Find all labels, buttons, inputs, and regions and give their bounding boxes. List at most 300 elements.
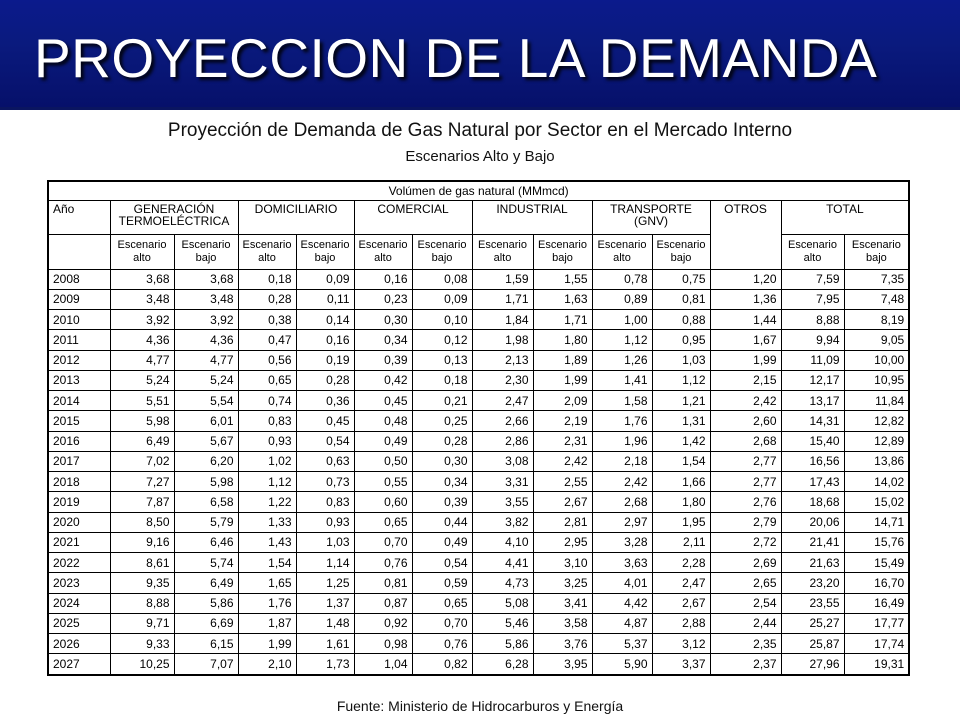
value-cell: 7,35 xyxy=(844,269,909,289)
scenario-alto-header: Escenario alto xyxy=(354,234,412,269)
value-cell: 0,21 xyxy=(412,391,472,411)
blank-cell xyxy=(710,234,781,269)
value-cell: 0,49 xyxy=(354,431,412,451)
value-cell: 3,55 xyxy=(472,492,533,512)
value-cell: 0,92 xyxy=(354,613,412,633)
value-cell: 0,65 xyxy=(238,370,296,390)
value-cell: 1,59 xyxy=(472,269,533,289)
value-cell: 1,66 xyxy=(652,472,710,492)
value-cell: 2,54 xyxy=(710,593,781,613)
value-cell: 9,05 xyxy=(844,330,909,350)
value-cell: 3,92 xyxy=(110,310,174,330)
value-cell: 7,27 xyxy=(110,472,174,492)
value-cell: 11,09 xyxy=(781,350,844,370)
table-row xyxy=(48,269,909,289)
year-cell: 2019 xyxy=(48,492,110,512)
value-cell: 1,12 xyxy=(652,370,710,390)
value-cell: 2,37 xyxy=(710,654,781,675)
value-cell: 5,90 xyxy=(592,654,652,675)
value-cell: 6,01 xyxy=(174,411,238,431)
value-cell: 1,04 xyxy=(354,654,412,675)
year-cell: 2021 xyxy=(48,532,110,552)
value-cell: 2,69 xyxy=(710,553,781,573)
value-cell: 7,87 xyxy=(110,492,174,512)
value-cell: 2,88 xyxy=(652,613,710,633)
value-cell: 5,46 xyxy=(472,613,533,633)
value-cell: 3,37 xyxy=(652,654,710,675)
table-heading: Proyección de Demanda de Gas Natural por Sector en el Mercado Interno xyxy=(167,120,793,141)
value-cell: 0,49 xyxy=(412,532,472,552)
value-cell: 12,17 xyxy=(781,370,844,390)
value-cell: 2,79 xyxy=(710,512,781,532)
value-cell: 1,84 xyxy=(472,310,533,330)
value-cell: 0,18 xyxy=(238,269,296,289)
value-cell: 2,15 xyxy=(710,370,781,390)
value-cell: 0,59 xyxy=(412,573,472,593)
scenario-bajo-header: Escenario bajo xyxy=(652,234,710,269)
value-cell: 15,02 xyxy=(844,492,909,512)
value-cell: 1,20 xyxy=(710,269,781,289)
value-cell: 0,18 xyxy=(412,370,472,390)
value-cell: 19,31 xyxy=(844,654,909,675)
value-cell: 5,37 xyxy=(592,634,652,654)
value-cell: 2,77 xyxy=(710,472,781,492)
table-row xyxy=(48,634,909,654)
value-cell: 6,69 xyxy=(174,613,238,633)
value-cell: 0,34 xyxy=(412,472,472,492)
value-cell: 4,36 xyxy=(110,330,174,350)
table-row xyxy=(48,431,909,451)
value-cell: 1,99 xyxy=(238,634,296,654)
value-cell: 4,77 xyxy=(174,350,238,370)
value-cell: 0,13 xyxy=(412,350,472,370)
year-cell: 2014 xyxy=(48,391,110,411)
value-cell: 2,95 xyxy=(533,532,592,552)
value-cell: 2,30 xyxy=(472,370,533,390)
table-row xyxy=(48,391,909,411)
value-cell: 3,28 xyxy=(592,532,652,552)
value-cell: 7,95 xyxy=(781,289,844,309)
value-cell: 1,03 xyxy=(296,532,354,552)
sector-industrial-header: INDUSTRIAL xyxy=(472,200,592,234)
value-cell: 0,78 xyxy=(592,269,652,289)
value-cell: 0,88 xyxy=(652,310,710,330)
value-cell: 3,68 xyxy=(174,269,238,289)
value-cell: 4,77 xyxy=(110,350,174,370)
value-cell: 17,43 xyxy=(781,472,844,492)
value-cell: 9,71 xyxy=(110,613,174,633)
value-cell: 12,82 xyxy=(844,411,909,431)
value-cell: 0,48 xyxy=(354,411,412,431)
value-cell: 2,42 xyxy=(533,451,592,471)
value-cell: 0,23 xyxy=(354,289,412,309)
value-cell: 8,61 xyxy=(110,553,174,573)
super-header-row xyxy=(48,181,909,200)
value-cell: 9,16 xyxy=(110,532,174,552)
value-cell: 0,82 xyxy=(412,654,472,675)
value-cell: 4,10 xyxy=(472,532,533,552)
value-cell: 9,35 xyxy=(110,573,174,593)
value-cell: 6,58 xyxy=(174,492,238,512)
table-row xyxy=(48,654,909,675)
scenario-bajo-header: Escenario bajo xyxy=(533,234,592,269)
value-cell: 0,95 xyxy=(652,330,710,350)
value-cell: 3,41 xyxy=(533,593,592,613)
value-cell: 0,47 xyxy=(238,330,296,350)
value-cell: 5,74 xyxy=(174,553,238,573)
value-cell: 13,17 xyxy=(781,391,844,411)
table-row xyxy=(48,330,909,350)
value-cell: 7,59 xyxy=(781,269,844,289)
sector-header-row xyxy=(48,200,909,234)
value-cell: 5,54 xyxy=(174,391,238,411)
value-cell: 0,11 xyxy=(296,289,354,309)
value-cell: 2,55 xyxy=(533,472,592,492)
value-cell: 16,70 xyxy=(844,573,909,593)
value-cell: 0,54 xyxy=(412,553,472,573)
value-cell: 2,67 xyxy=(533,492,592,512)
value-cell: 1,96 xyxy=(592,431,652,451)
value-cell: 0,87 xyxy=(354,593,412,613)
value-cell: 10,25 xyxy=(110,654,174,675)
value-cell: 2,18 xyxy=(592,451,652,471)
value-cell: 5,24 xyxy=(174,370,238,390)
value-cell: 5,86 xyxy=(174,593,238,613)
value-cell: 3,08 xyxy=(472,451,533,471)
value-cell: 0,38 xyxy=(238,310,296,330)
value-cell: 1,33 xyxy=(238,512,296,532)
value-cell: 2,13 xyxy=(472,350,533,370)
value-cell: 2,66 xyxy=(472,411,533,431)
scenario-bajo-header: Escenario bajo xyxy=(412,234,472,269)
value-cell: 5,98 xyxy=(174,472,238,492)
value-cell: 0,70 xyxy=(412,613,472,633)
value-cell: 0,83 xyxy=(296,492,354,512)
blank-cell xyxy=(48,234,110,269)
value-cell: 2,86 xyxy=(472,431,533,451)
value-cell: 2,97 xyxy=(592,512,652,532)
value-cell: 0,81 xyxy=(354,573,412,593)
value-cell: 27,96 xyxy=(781,654,844,675)
value-cell: 1,25 xyxy=(296,573,354,593)
table-row xyxy=(48,370,909,390)
value-cell: 5,86 xyxy=(472,634,533,654)
value-cell: 1,61 xyxy=(296,634,354,654)
value-cell: 0,12 xyxy=(412,330,472,350)
value-cell: 5,79 xyxy=(174,512,238,532)
value-cell: 21,41 xyxy=(781,532,844,552)
scenario-bajo-header: Escenario bajo xyxy=(296,234,354,269)
year-cell: 2013 xyxy=(48,370,110,390)
scenario-bajo-header: Escenario bajo xyxy=(174,234,238,269)
value-cell: 1,58 xyxy=(592,391,652,411)
value-cell: 0,45 xyxy=(354,391,412,411)
value-cell: 4,73 xyxy=(472,573,533,593)
value-cell: 8,19 xyxy=(844,310,909,330)
table-row xyxy=(48,310,909,330)
value-cell: 6,15 xyxy=(174,634,238,654)
value-cell: 0,74 xyxy=(238,391,296,411)
value-cell: 2,42 xyxy=(592,472,652,492)
table-row xyxy=(48,289,909,309)
value-cell: 3,95 xyxy=(533,654,592,675)
value-cell: 1,71 xyxy=(533,310,592,330)
value-cell: 2,76 xyxy=(710,492,781,512)
value-cell: 1,87 xyxy=(238,613,296,633)
scenario-header-row xyxy=(48,234,909,269)
value-cell: 23,55 xyxy=(781,593,844,613)
value-cell: 0,76 xyxy=(412,634,472,654)
sector-domiciliario-header: DOMICILIARIO xyxy=(238,200,354,234)
value-cell: 0,44 xyxy=(412,512,472,532)
value-cell: 0,16 xyxy=(296,330,354,350)
value-cell: 6,49 xyxy=(174,573,238,593)
value-cell: 3,63 xyxy=(592,553,652,573)
value-cell: 1,54 xyxy=(652,451,710,471)
value-cell: 1,37 xyxy=(296,593,354,613)
value-cell: 1,26 xyxy=(592,350,652,370)
value-cell: 0,45 xyxy=(296,411,354,431)
value-cell: 15,40 xyxy=(781,431,844,451)
value-cell: 8,50 xyxy=(110,512,174,532)
value-cell: 15,76 xyxy=(844,532,909,552)
value-cell: 3,31 xyxy=(472,472,533,492)
value-cell: 1,73 xyxy=(296,654,354,675)
value-cell: 0,75 xyxy=(652,269,710,289)
value-cell: 21,63 xyxy=(781,553,844,573)
value-cell: 3,10 xyxy=(533,553,592,573)
value-cell: 1,65 xyxy=(238,573,296,593)
value-cell: 1,99 xyxy=(710,350,781,370)
value-cell: 1,76 xyxy=(238,593,296,613)
demand-table xyxy=(47,180,910,676)
value-cell: 10,00 xyxy=(844,350,909,370)
year-cell: 2026 xyxy=(48,634,110,654)
value-cell: 1,89 xyxy=(533,350,592,370)
table-row xyxy=(48,512,909,532)
year-header: Año xyxy=(48,200,110,234)
value-cell: 3,82 xyxy=(472,512,533,532)
value-cell: 1,76 xyxy=(592,411,652,431)
table-row xyxy=(48,593,909,613)
table-row xyxy=(48,350,909,370)
volume-header: Volúmen de gas natural (MMmcd) xyxy=(48,181,909,200)
value-cell: 3,48 xyxy=(110,289,174,309)
value-cell: 8,88 xyxy=(781,310,844,330)
value-cell: 0,14 xyxy=(296,310,354,330)
value-cell: 0,93 xyxy=(238,431,296,451)
value-cell: 1,03 xyxy=(652,350,710,370)
value-cell: 23,20 xyxy=(781,573,844,593)
value-cell: 0,25 xyxy=(412,411,472,431)
value-cell: 0,39 xyxy=(412,492,472,512)
value-cell: 1,63 xyxy=(533,289,592,309)
value-cell: 0,19 xyxy=(296,350,354,370)
value-cell: 1,44 xyxy=(710,310,781,330)
year-cell: 2011 xyxy=(48,330,110,350)
value-cell: 2,68 xyxy=(710,431,781,451)
year-cell: 2020 xyxy=(48,512,110,532)
value-cell: 11,84 xyxy=(844,391,909,411)
value-cell: 2,68 xyxy=(592,492,652,512)
value-cell: 2,42 xyxy=(710,391,781,411)
value-cell: 1,67 xyxy=(710,330,781,350)
value-cell: 7,48 xyxy=(844,289,909,309)
value-cell: 16,49 xyxy=(844,593,909,613)
value-cell: 5,98 xyxy=(110,411,174,431)
table-row xyxy=(48,613,909,633)
value-cell: 2,67 xyxy=(652,593,710,613)
value-cell: 0,63 xyxy=(296,451,354,471)
value-cell: 0,83 xyxy=(238,411,296,431)
value-cell: 9,33 xyxy=(110,634,174,654)
value-cell: 0,50 xyxy=(354,451,412,471)
value-cell: 0,30 xyxy=(412,451,472,471)
value-cell: 0,54 xyxy=(296,431,354,451)
value-cell: 0,56 xyxy=(238,350,296,370)
value-cell: 1,48 xyxy=(296,613,354,633)
value-cell: 1,36 xyxy=(710,289,781,309)
value-cell: 1,54 xyxy=(238,553,296,573)
value-cell: 2,47 xyxy=(472,391,533,411)
value-cell: 16,56 xyxy=(781,451,844,471)
table-row xyxy=(48,451,909,471)
value-cell: 3,92 xyxy=(174,310,238,330)
value-cell: 0,28 xyxy=(296,370,354,390)
value-cell: 0,93 xyxy=(296,512,354,532)
value-cell: 4,42 xyxy=(592,593,652,613)
value-cell: 25,27 xyxy=(781,613,844,633)
sector-total-header: TOTAL xyxy=(781,200,909,234)
scenario-alto-header: Escenario alto xyxy=(781,234,844,269)
value-cell: 7,07 xyxy=(174,654,238,675)
value-cell: 0,55 xyxy=(354,472,412,492)
value-cell: 1,55 xyxy=(533,269,592,289)
table-row xyxy=(48,553,909,573)
year-cell: 2025 xyxy=(48,613,110,633)
value-cell: 5,24 xyxy=(110,370,174,390)
value-cell: 4,36 xyxy=(174,330,238,350)
year-cell: 2018 xyxy=(48,472,110,492)
value-cell: 14,71 xyxy=(844,512,909,532)
value-cell: 1,42 xyxy=(652,431,710,451)
value-cell: 1,95 xyxy=(652,512,710,532)
value-cell: 2,10 xyxy=(238,654,296,675)
table-row xyxy=(48,573,909,593)
value-cell: 0,70 xyxy=(354,532,412,552)
value-cell: 6,49 xyxy=(110,431,174,451)
value-cell: 8,88 xyxy=(110,593,174,613)
value-cell: 0,42 xyxy=(354,370,412,390)
value-cell: 2,28 xyxy=(652,553,710,573)
value-cell: 2,09 xyxy=(533,391,592,411)
value-cell: 0,60 xyxy=(354,492,412,512)
value-cell: 1,12 xyxy=(238,472,296,492)
value-cell: 2,11 xyxy=(652,532,710,552)
value-cell: 5,51 xyxy=(110,391,174,411)
scenario-alto-header: Escenario alto xyxy=(110,234,174,269)
year-cell: 2023 xyxy=(48,573,110,593)
value-cell: 1,43 xyxy=(238,532,296,552)
value-cell: 2,81 xyxy=(533,512,592,532)
sector-comercial-header: COMERCIAL xyxy=(354,200,472,234)
value-cell: 0,89 xyxy=(592,289,652,309)
scenario-bajo-header: Escenario bajo xyxy=(844,234,909,269)
value-cell: 3,58 xyxy=(533,613,592,633)
value-cell: 5,08 xyxy=(472,593,533,613)
table-body xyxy=(48,269,909,675)
value-cell: 0,65 xyxy=(354,512,412,532)
value-cell: 3,25 xyxy=(533,573,592,593)
value-cell: 0,30 xyxy=(354,310,412,330)
value-cell: 1,22 xyxy=(238,492,296,512)
value-cell: 0,36 xyxy=(296,391,354,411)
value-cell: 12,89 xyxy=(844,431,909,451)
value-cell: 1,41 xyxy=(592,370,652,390)
value-cell: 0,76 xyxy=(354,553,412,573)
table-row xyxy=(48,492,909,512)
value-cell: 0,16 xyxy=(354,269,412,289)
value-cell: 6,28 xyxy=(472,654,533,675)
value-cell: 3,12 xyxy=(652,634,710,654)
source-note: Fuente: Ministerio de Hidrocarburos y Energía xyxy=(336,698,624,714)
scenario-alto-header: Escenario alto xyxy=(472,234,533,269)
sector-transporte-header: TRANSPORTE (GNV) xyxy=(592,200,710,234)
year-cell: 2017 xyxy=(48,451,110,471)
year-cell: 2015 xyxy=(48,411,110,431)
value-cell: 2,31 xyxy=(533,431,592,451)
value-cell: 3,68 xyxy=(110,269,174,289)
year-cell: 2012 xyxy=(48,350,110,370)
slide-title: PROYECCION DE LA DEMANDA xyxy=(34,27,878,89)
table-subheading: Escenarios Alto y Bajo xyxy=(405,148,555,165)
value-cell: 13,86 xyxy=(844,451,909,471)
value-cell: 0,98 xyxy=(354,634,412,654)
year-cell: 2008 xyxy=(48,269,110,289)
value-cell: 3,76 xyxy=(533,634,592,654)
year-cell: 2022 xyxy=(48,553,110,573)
value-cell: 1,80 xyxy=(533,330,592,350)
value-cell: 0,65 xyxy=(412,593,472,613)
value-cell: 1,71 xyxy=(472,289,533,309)
value-cell: 9,94 xyxy=(781,330,844,350)
value-cell: 18,68 xyxy=(781,492,844,512)
value-cell: 4,87 xyxy=(592,613,652,633)
value-cell: 2,65 xyxy=(710,573,781,593)
value-cell: 4,41 xyxy=(472,553,533,573)
year-cell: 2009 xyxy=(48,289,110,309)
value-cell: 1,80 xyxy=(652,492,710,512)
value-cell: 1,14 xyxy=(296,553,354,573)
table-row xyxy=(48,472,909,492)
sector-generacion-header: GENERACIÓN TERMOELÉCTRICA xyxy=(110,200,238,234)
value-cell: 1,21 xyxy=(652,391,710,411)
value-cell: 1,31 xyxy=(652,411,710,431)
value-cell: 1,98 xyxy=(472,330,533,350)
value-cell: 7,02 xyxy=(110,451,174,471)
value-cell: 14,31 xyxy=(781,411,844,431)
value-cell: 6,20 xyxy=(174,451,238,471)
value-cell: 10,95 xyxy=(844,370,909,390)
value-cell: 6,46 xyxy=(174,532,238,552)
value-cell: 2,35 xyxy=(710,634,781,654)
value-cell: 5,67 xyxy=(174,431,238,451)
scenario-alto-header: Escenario alto xyxy=(592,234,652,269)
value-cell: 2,47 xyxy=(652,573,710,593)
table-row xyxy=(48,411,909,431)
value-cell: 25,87 xyxy=(781,634,844,654)
year-cell: 2010 xyxy=(48,310,110,330)
